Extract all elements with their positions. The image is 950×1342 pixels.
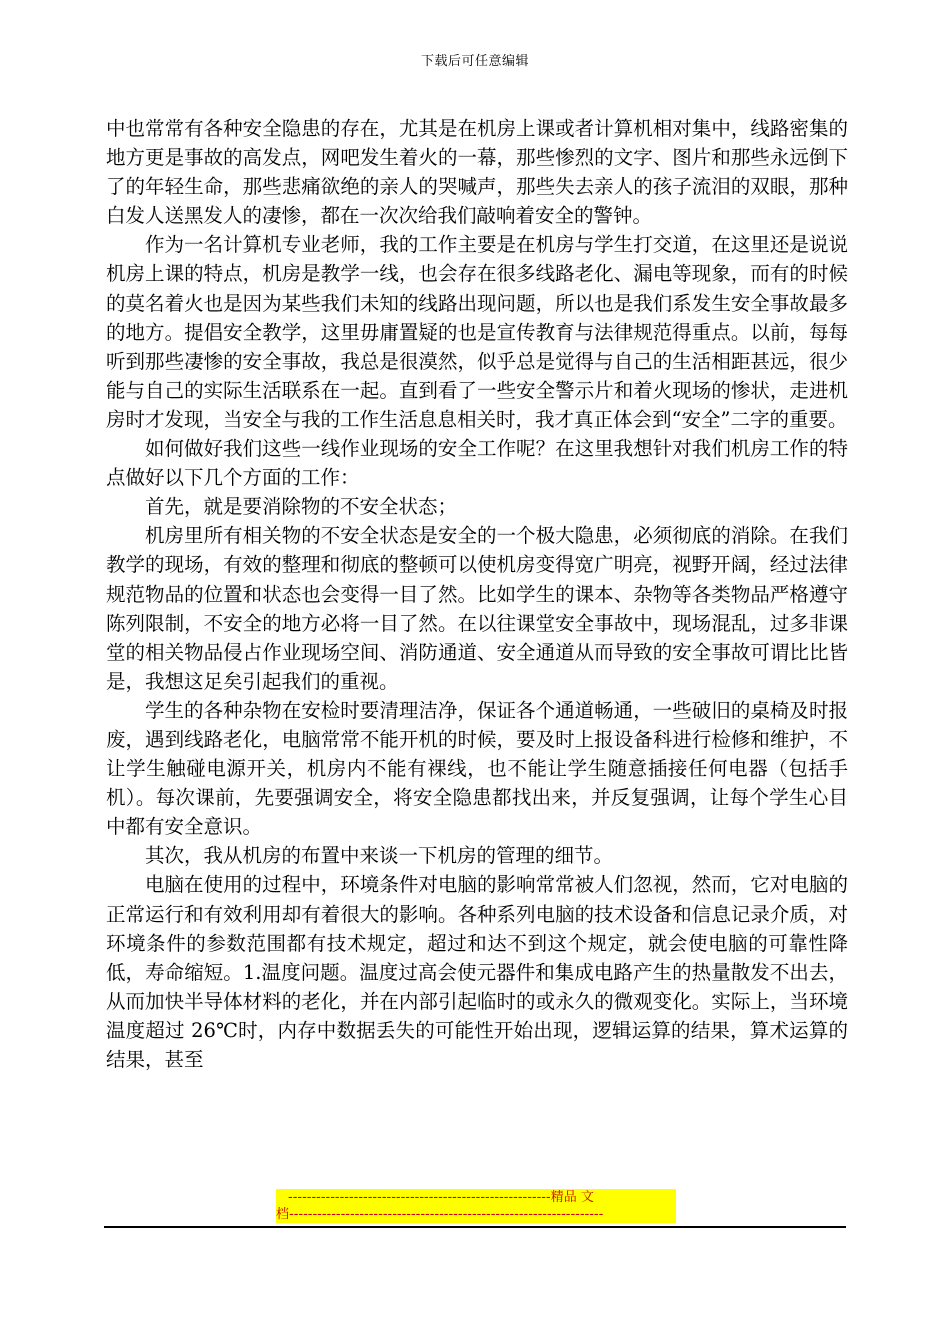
page-header-note: 下载后可任意编辑 [420, 54, 529, 69]
footer-divider [104, 1226, 846, 1228]
paragraph: 机房里所有相关物的不安全状态是安全的一个极大隐患，必须彻底的消除。在我们教学的现场，有效的整理和彻底的整顿可以使机房变得宽广明亮，视野开阔，经过法律规范物品的位置和状态也会变得一目了然。比如学生的课本、杂物等各类物品严格遵守陈列限制，不安全的地方必将一目了然。在以往课堂安全事故中，现场混乱，过多非课堂的相关物品侵占作业现场空间、消防通道、安全通道从而导致的安全事故可谓比比皆是，我想这足矣引起我们的重视。 [106, 524, 848, 693]
paragraph: 首先，就是要消除物的不安全状态； [145, 495, 458, 519]
paragraph-continuation: 中也常常有各种安全隐患的存在，尤其是在机房上课或者计算机相对集中，线路密集的地方更是事故的高发点，网吧发生着火的一幕，那些惨烈的文字、图片和那些永远倒下了的年轻生命，那些悲痛欲绝的亲人的哭喊声，那些失去亲人的孩子流泪的双眼，那种白发人送黑发人的凄惨，都在一次次给我们敲响着安全的警钟。 [106, 117, 848, 228]
paragraph: 作为一名计算机专业老师，我的工作主要是在机房与学生打交道，在这里还是说说机房上课的特点，机房是教学一线，也会存在很多线路老化、漏电等现象，而有的时候的莫名着火也是因为某些我们未知的线路出现问题，所以也是我们系发生安全事故最多的地方。提倡安全教学，这里毋庸置疑的也是宣传教育与法律规范得重点。以前，每每听到那些凄惨的安全事故，我总是很漠然，似乎总是觉得与自己的生活相距甚远，很少能与自己的实际生活联系在一起。直到看了一些安全警示片和着火现场的惨状，走进机房时才发现，当安全与我的工作生活息息相关时，我才真正体会到“安全”二字的重要。 [106, 233, 848, 431]
footer-watermark [276, 1189, 676, 1223]
paragraph: 其次，我从机房的布置中来谈一下机房的管理的细节。 [145, 844, 614, 868]
footer-line-2: 档------------------------------------------------------------------- [276, 1207, 604, 1222]
paragraph: 如何做好我们这些一线作业现场的安全工作呢？在这里我想针对我们机房工作的特点做好以下几个方面的工作： [106, 437, 848, 490]
document-body [106, 114, 848, 1074]
paragraph: 学生的各种杂物在安检时要清理洁净，保证各个通道畅通，一些破旧的桌椅及时报废，遇到线路老化，电脑常常不能开机的时候，要及时上报设备科进行检修和维护，不让学生触碰电源开关，机房内不能有裸线，也不能让学生随意插接任何电器（包括手机）。每次课前，先要强调安全，将安全隐患都找出来，并反复强调，让每个学生心目中都有安全意识。 [106, 698, 848, 839]
paragraph: 电脑在使用的过程中，环境条件对电脑的影响常常被人们忽视，然而，它对电脑的正常运行和有效利用却有着很大的影响。各种系列电脑的技术设备和信息记录介质，对环境条件的参数范围都有技术规定，超过和达不到这个规定，就会使电脑的可靠性降低，寿命缩短。1.温度问题。温度过高会使元器件和集成电路产生的热量散发不出去，从而加快半导体材料的老化，并在内部引起临时的或永久的微观变化。实际上，当环境温度超过 26℃时，内存中数据丢失的可能性开始出现，逻辑运算的结果，算术运算的结果，甚至 [106, 873, 848, 1071]
footer-line-1: --------------------------------------------------------精品 文 [288, 1190, 594, 1205]
